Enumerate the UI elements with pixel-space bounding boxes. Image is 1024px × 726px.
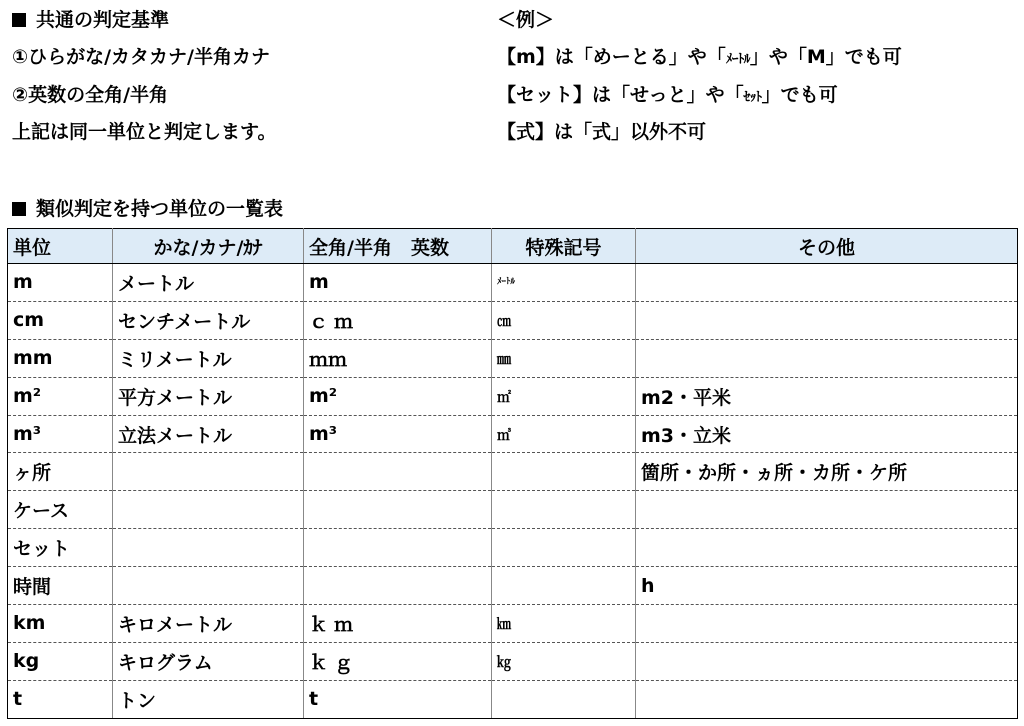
example-line-2 — [497, 80, 838, 110]
example-line-3: 【式】は「式」以外不可 — [497, 121, 707, 143]
table-heading-text: 類似判定を持つ単位の一覧表 — [36, 198, 284, 220]
criteria-heading — [12, 5, 169, 35]
table-row — [8, 491, 1018, 529]
example-2-halfwidth: ｾｯﾄ — [743, 90, 762, 105]
cell-special — [492, 339, 636, 377]
table-row — [8, 605, 1018, 643]
cell-special — [492, 529, 636, 567]
cell-unit: セット — [8, 529, 113, 567]
table-header-row — [8, 229, 1018, 264]
width-text: ｋｍ — [309, 613, 360, 636]
cell-other — [636, 301, 1018, 339]
table-row — [8, 301, 1018, 339]
example-1-part-a: 【m】は「めーとる」や「 — [497, 46, 726, 68]
criteria-heading-text: 共通の判定基準 — [36, 9, 170, 31]
table-row — [8, 264, 1018, 302]
width-text: ｋｇ — [309, 651, 360, 674]
cell-unit: km — [8, 605, 113, 643]
cell-special — [492, 415, 636, 453]
cell-unit: ケース — [8, 491, 113, 529]
cell-kana: 平方メートル — [113, 377, 304, 415]
special-symbol: ﾒｰﾄﾙ — [497, 277, 516, 288]
cell-width — [304, 567, 492, 605]
cell-unit: ヶ所 — [8, 453, 113, 491]
cell-special — [492, 491, 636, 529]
width-text: ｃｍ — [309, 310, 360, 333]
cell-unit: 時間 — [8, 567, 113, 605]
cell-other — [636, 264, 1018, 302]
special-symbol: ㎏ — [497, 655, 511, 672]
cell-unit: m³ — [8, 415, 113, 453]
cell-kana: メートル — [113, 264, 304, 302]
column-header-special: 特殊記号 — [492, 229, 636, 264]
cell-special — [492, 301, 636, 339]
cell-special — [492, 377, 636, 415]
cell-width — [304, 491, 492, 529]
cell-width: ｍｍ — [304, 339, 492, 377]
cell-other — [636, 339, 1018, 377]
example-2-part-a: 【セット】は「せっと」や「 — [497, 84, 744, 106]
table-row — [8, 680, 1018, 718]
cell-unit: kg — [8, 642, 113, 680]
cell-other: h — [636, 567, 1018, 605]
special-symbol: ㎝ — [497, 314, 511, 331]
cell-width: m² — [304, 377, 492, 415]
criteria-line-2: ②英数の全角/半角 — [12, 84, 169, 106]
column-header-kana: かな/カナ/ｶﾅ — [113, 229, 304, 264]
cell-kana: トン — [113, 680, 304, 718]
cell-other: m2・平米 — [636, 377, 1018, 415]
cell-other — [636, 605, 1018, 643]
special-symbol: ㎜ — [497, 352, 511, 369]
table-heading — [12, 194, 283, 224]
example-2-part-b: 」でも可 — [761, 84, 838, 106]
example-line-1 — [497, 42, 902, 72]
special-symbol: ㎥ — [497, 428, 511, 444]
cell-unit: m — [8, 264, 113, 302]
criteria-line-3: 上記は同一単位と判定します。 — [12, 121, 277, 143]
cell-other: m3・立米 — [636, 415, 1018, 453]
cell-other: 箇所・か所・ヵ所・カ所・ケ所 — [636, 453, 1018, 491]
cell-width: m³ — [304, 415, 492, 453]
cell-other — [636, 529, 1018, 567]
cell-other — [636, 642, 1018, 680]
cell-width — [304, 453, 492, 491]
square-bullet-icon — [12, 202, 26, 216]
cell-width — [304, 605, 492, 643]
criteria-line-1: ①ひらがな/カタカナ/半角カナ — [12, 46, 270, 68]
cell-kana: キログラム — [113, 642, 304, 680]
table-row — [8, 339, 1018, 377]
cell-unit: cm — [8, 301, 113, 339]
special-symbol: ㎡ — [497, 390, 511, 407]
column-header-other: その他 — [636, 229, 1018, 264]
cell-kana: センチメートル — [113, 301, 304, 339]
cell-special — [492, 567, 636, 605]
examples-heading: ＜例＞ — [497, 9, 555, 31]
cell-kana: キロメートル — [113, 605, 304, 643]
cell-kana — [113, 491, 304, 529]
column-header-unit: 単位 — [8, 229, 113, 264]
cell-unit: mm — [8, 339, 113, 377]
example-1-part-b: 」や「M」でも可 — [749, 46, 902, 68]
table-row — [8, 529, 1018, 567]
table-row — [8, 415, 1018, 453]
cell-width — [304, 642, 492, 680]
cell-special — [492, 605, 636, 643]
table-row — [8, 377, 1018, 415]
cell-unit: t — [8, 680, 113, 718]
cell-kana — [113, 453, 304, 491]
cell-special — [492, 680, 636, 718]
cell-unit: m² — [8, 377, 113, 415]
column-header-width: 全角/半角 英数 — [304, 229, 492, 264]
table-row — [8, 453, 1018, 491]
cell-width: t — [304, 680, 492, 718]
cell-kana: 立法メートル — [113, 415, 304, 453]
cell-special — [492, 264, 636, 302]
cell-kana — [113, 567, 304, 605]
cell-other — [636, 491, 1018, 529]
cell-width — [304, 301, 492, 339]
table-row — [8, 567, 1018, 605]
cell-other — [636, 680, 1018, 718]
cell-width — [304, 529, 492, 567]
cell-special — [492, 642, 636, 680]
units-table — [7, 228, 1018, 719]
square-bullet-icon — [12, 13, 26, 27]
special-symbol: ㎞ — [497, 617, 511, 634]
cell-special — [492, 453, 636, 491]
table-row — [8, 642, 1018, 680]
example-1-halfwidth: ﾒｰﾄﾙ — [725, 52, 750, 67]
cell-kana: ミリメートル — [113, 339, 304, 377]
cell-width: m — [304, 264, 492, 302]
cell-kana — [113, 529, 304, 567]
